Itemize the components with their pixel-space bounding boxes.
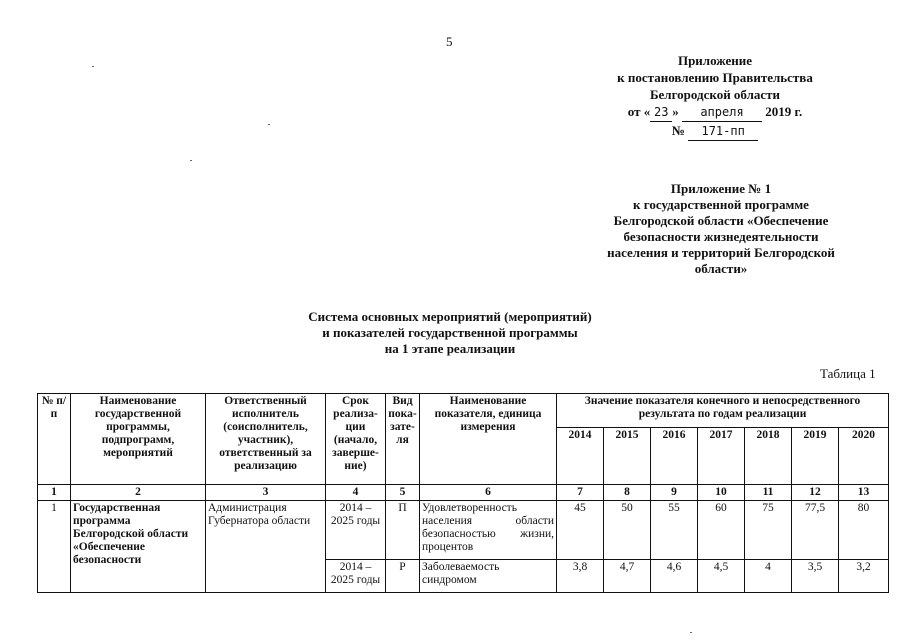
row-value-2020: 3,2 (839, 560, 889, 593)
program-appendix-line3: Белгородской области «Обеспечение (613, 213, 829, 228)
scan-speck (268, 124, 270, 125)
row-value-2016: 55 (651, 501, 698, 560)
appendix-title: Приложение (677, 53, 753, 68)
row-value-2016: 4,6 (651, 560, 698, 593)
header-year-2017: 2017 (698, 428, 745, 485)
appendix-number-line (590, 122, 840, 141)
column-number: 3 (206, 485, 326, 501)
date-day: 23 (650, 104, 672, 122)
number-value: 171-пп (688, 123, 758, 141)
header-year-2014: 2014 (557, 428, 604, 485)
column-number: 8 (604, 485, 651, 501)
row-type: П (386, 501, 420, 560)
header-values-group: Значение показателя конечного и непосредственного результата по годам реализации (557, 394, 889, 428)
row-value-2015: 50 (604, 501, 651, 560)
row-value-2019: 77,5 (792, 501, 839, 560)
program-name-line1: Государственная программа Белгородской области (73, 502, 189, 540)
program-appendix-line2: к государственной программе (633, 197, 809, 212)
row-indicator: Удовлетворенность населения области безопасностью жизни, процентов (420, 501, 557, 560)
date-month: апреля (682, 104, 762, 122)
row-num: 1 (38, 501, 71, 593)
date-year: 2019 г. (765, 104, 803, 119)
date-mid: » (672, 104, 679, 119)
table-row (38, 501, 889, 560)
appendix-program-block (590, 181, 852, 277)
program-appendix-line5: населения и территорий Белгородской (607, 245, 835, 260)
header-year-2016: 2016 (651, 428, 698, 485)
program-appendix-line4: безопасности жизнедеятельности (623, 229, 819, 244)
column-number: 6 (420, 485, 557, 501)
page-number: 5 (446, 34, 453, 49)
row-program-name (71, 501, 206, 593)
row-value-2017: 60 (698, 501, 745, 560)
scan-speck (92, 66, 94, 67)
row-value-2015: 4,7 (604, 560, 651, 593)
header-year-2019: 2019 (792, 428, 839, 485)
scan-speck (690, 632, 692, 633)
column-number: 13 (839, 485, 889, 501)
title-line3: на 1 этапе реализации (384, 341, 516, 356)
row-term: 2014 – 2025 годы (326, 560, 386, 593)
appendix-subtitle: к постановлению Правительства (617, 70, 813, 85)
row-indicator: Заболеваемость синдромом (420, 560, 557, 593)
column-number: 1 (38, 485, 71, 501)
column-number: 2 (71, 485, 206, 501)
row-term: 2014 – 2025 годы (326, 501, 386, 560)
scan-speck (190, 160, 192, 161)
column-number: 4 (326, 485, 386, 501)
column-number: 11 (745, 485, 792, 501)
header-term: Срок реализа-ции (начало, заверше-ние) (326, 394, 386, 485)
row-value-2019: 3,5 (792, 560, 839, 593)
row-value-2018: 75 (745, 501, 792, 560)
appendix-resolution-block (590, 52, 840, 141)
title-line1: Система основных мероприятий (мероприятий) (308, 309, 592, 324)
appendix-region: Белгородской области (649, 87, 781, 102)
header-year-2018: 2018 (745, 428, 792, 485)
program-appendix-title: Приложение № 1 (670, 181, 772, 196)
table-label: Таблица 1 (820, 366, 876, 381)
row-value-2018: 4 (745, 560, 792, 593)
header-indicator: Наименование показателя, единица измерения (420, 394, 557, 485)
header-executor: Ответственный исполнитель (соисполнитель, участник), ответственный за реализацию (206, 394, 326, 485)
column-number: 9 (651, 485, 698, 501)
date-prefix: от « (627, 104, 651, 119)
column-number: 5 (386, 485, 420, 501)
header-type: Вид пока-зате-ля (386, 394, 420, 485)
header-row (38, 394, 889, 428)
header-name: Наименование государственной программы, подпрограмм, мероприятий (71, 394, 206, 485)
column-number-row (38, 485, 889, 501)
header-num: № п/п (38, 394, 71, 485)
program-appendix-line6: области» (694, 261, 748, 276)
column-number: 12 (792, 485, 839, 501)
number-prefix: № (671, 123, 685, 138)
row-value-2017: 4,5 (698, 560, 745, 593)
row-value-2020: 80 (839, 501, 889, 560)
document-title (250, 309, 650, 357)
column-number: 10 (698, 485, 745, 501)
program-name-line2: «Обеспечение безопасности (73, 541, 146, 566)
row-type: Р (386, 560, 420, 593)
appendix-date-line (590, 103, 840, 122)
row-executor: Администрация Губернатора области (206, 501, 326, 593)
title-line2: и показателей государственной программы (322, 325, 578, 340)
column-number: 7 (557, 485, 604, 501)
measures-table (37, 393, 889, 593)
header-year-2020: 2020 (839, 428, 889, 485)
row-value-2014: 45 (557, 501, 604, 560)
header-year-2015: 2015 (604, 428, 651, 485)
row-value-2014: 3,8 (557, 560, 604, 593)
